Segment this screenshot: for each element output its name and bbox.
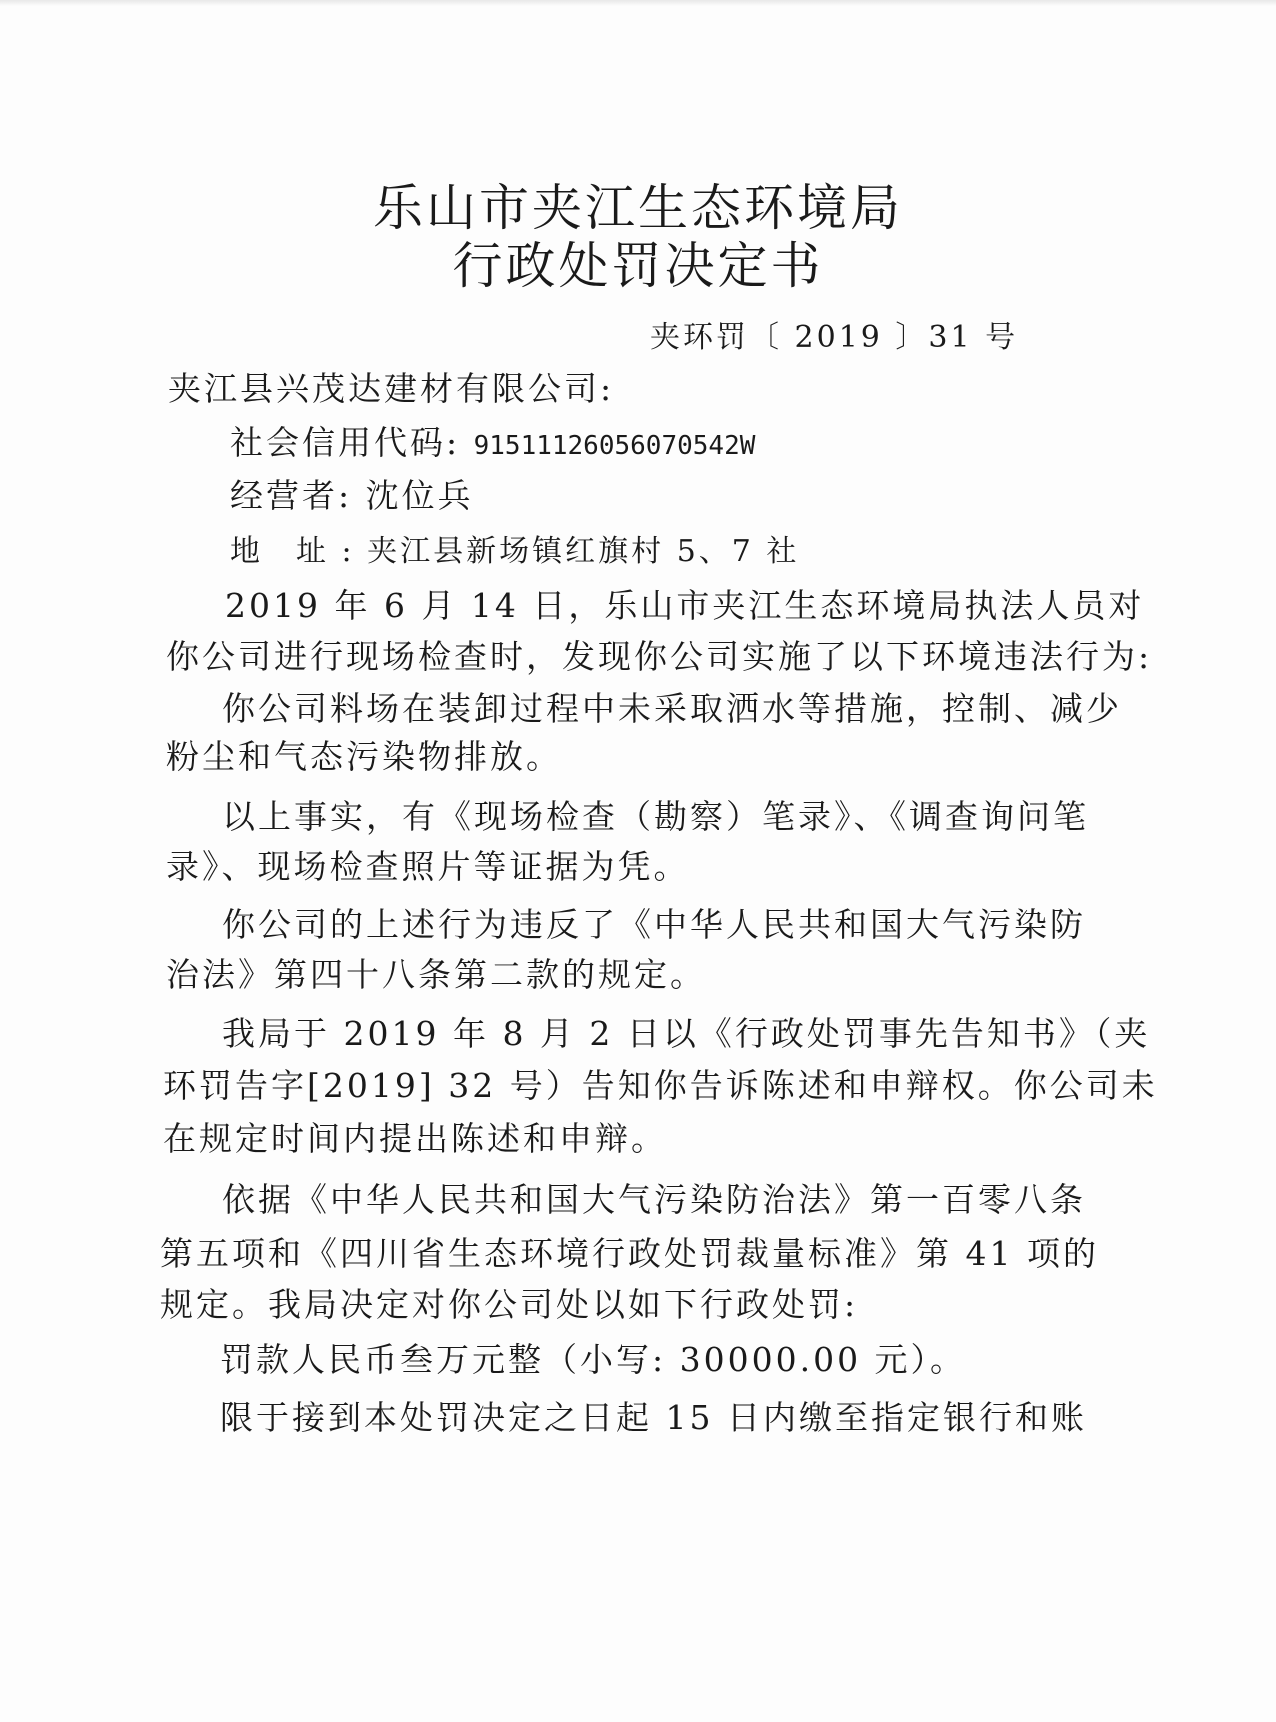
address-line: 地 址 : 夹江县新场镇红旗村 5、7 社 [230, 534, 800, 569]
paragraph-notice-line3: 在规定时间内提出陈述和申辩。 [163, 1119, 667, 1158]
paragraph-inspection-line1: 2019 年 6 月 14 日，乐山市夹江生态环境局执法人员对 [225, 586, 1145, 625]
paragraph-basis-line3: 规定。我局决定对你公司处以如下行政处罚: [160, 1285, 859, 1324]
paragraph-violation-line1: 你公司料场在装卸过程中未采取洒水等措施，控制、减少 [222, 689, 1122, 728]
operator-line: 经营者: 沈位兵 [230, 476, 474, 515]
paragraph-notice-line1: 我局于 2019 年 8 月 2 日以《行政处罚事先告知书》（夹 [222, 1014, 1151, 1053]
paragraph-inspection-line2: 你公司进行现场检查时，发现你公司实施了以下环境违法行为: [166, 637, 1153, 676]
credit-code-line [230, 423, 755, 466]
paragraph-payment-deadline: 限于接到本处罚决定之日起 15 日内缴至指定银行和账 [220, 1398, 1087, 1437]
paragraph-evidence-line2: 录》、现场检查照片等证据为凭。 [166, 847, 690, 886]
paragraph-basis-line2: 第五项和《四川省生态环境行政处罚裁量标准》第 41 项的 [160, 1234, 1099, 1273]
scan-edge [0, 0, 1276, 6]
paragraph-notice-line2: 环罚告字[2019] 32 号）告知你告诉陈述和申辩权。你公司未 [163, 1066, 1158, 1105]
paragraph-violation-line2: 粉尘和气态污染物排放。 [166, 737, 562, 776]
credit-code-value: 91511126056070542W [473, 431, 756, 461]
document-title-agency: 乐山市夹江生态环境局 [373, 179, 903, 237]
paragraph-law-violated-line2: 治法》第四十八条第二款的规定。 [166, 955, 706, 994]
credit-code-label: 社会信用代码: [230, 423, 474, 462]
paragraph-evidence-line1: 以上事实，有《现场检查（勘察）笔录》、《调查询问笔 [222, 797, 1089, 836]
document-number: 夹环罚〔 2019 〕31 号 [650, 320, 1019, 355]
recipient-name: 夹江县兴茂达建材有限公司: [168, 369, 615, 408]
paragraph-penalty-amount: 罚款人民币叁万元整（小写: 30000.00 元）。 [220, 1340, 967, 1379]
paragraph-law-violated-line1: 你公司的上述行为违反了《中华人民共和国大气污染防 [222, 905, 1086, 944]
document-title-type: 行政处罚决定书 [452, 237, 824, 295]
paragraph-basis-line1: 依据《中华人民共和国大气污染防治法》第一百零八条 [222, 1180, 1086, 1219]
